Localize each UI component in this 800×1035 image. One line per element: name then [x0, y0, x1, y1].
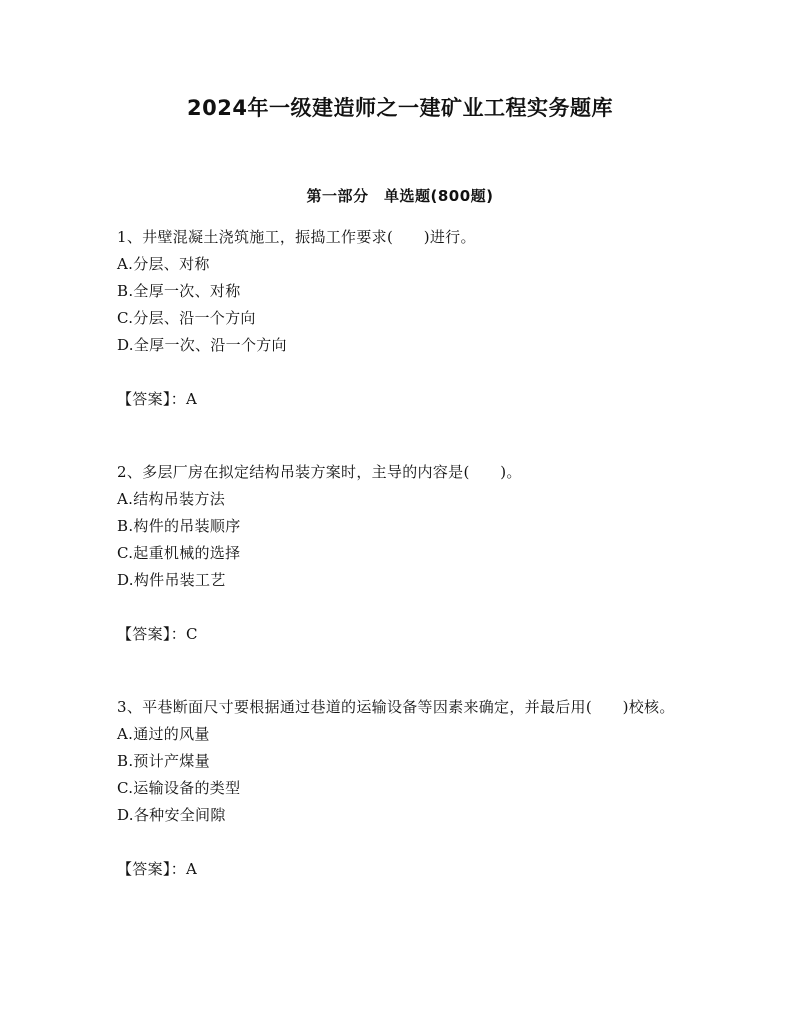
document-title: 2024年一级建造师之一建矿业工程实务题库 — [187, 96, 613, 120]
question-3 — [117, 694, 687, 883]
answer-label: 【答案】：A — [117, 390, 198, 408]
option-b: B.全厚一次、对称 — [117, 282, 241, 300]
option-d: D.构件吊装工艺 — [117, 571, 226, 589]
option-b: B.预计产煤量 — [117, 752, 210, 770]
section-title: 第一部分 单选题(800题) — [306, 187, 494, 205]
question-stem: 1、井壁混凝土浇筑施工，振捣工作要求( )进行。 — [117, 228, 476, 246]
option-d: D.各种安全间隙 — [117, 806, 226, 824]
option-d: D.全厚一次、沿一个方向 — [117, 336, 287, 354]
option-a: A.通过的风量 — [117, 725, 210, 743]
question-2 — [117, 459, 687, 648]
question-list — [117, 224, 687, 883]
option-c: C.分层、沿一个方向 — [117, 309, 256, 327]
answer-label: 【答案】：C — [117, 625, 198, 643]
option-b: B.构件的吊装顺序 — [117, 517, 241, 535]
answer-label: 【答案】：A — [117, 860, 198, 878]
option-c: C.起重机械的选择 — [117, 544, 241, 562]
option-a: A.结构吊装方法 — [117, 490, 226, 508]
option-a: A.分层、对称 — [117, 255, 210, 273]
question-stem: 2、多层厂房在拟定结构吊装方案时，主导的内容是( )。 — [117, 463, 522, 481]
question-1 — [117, 224, 687, 413]
option-c: C.运输设备的类型 — [117, 779, 241, 797]
question-stem: 3、平巷断面尺寸要根据通过巷道的运输设备等因素来确定，并最后用( )校核。 — [117, 698, 675, 716]
